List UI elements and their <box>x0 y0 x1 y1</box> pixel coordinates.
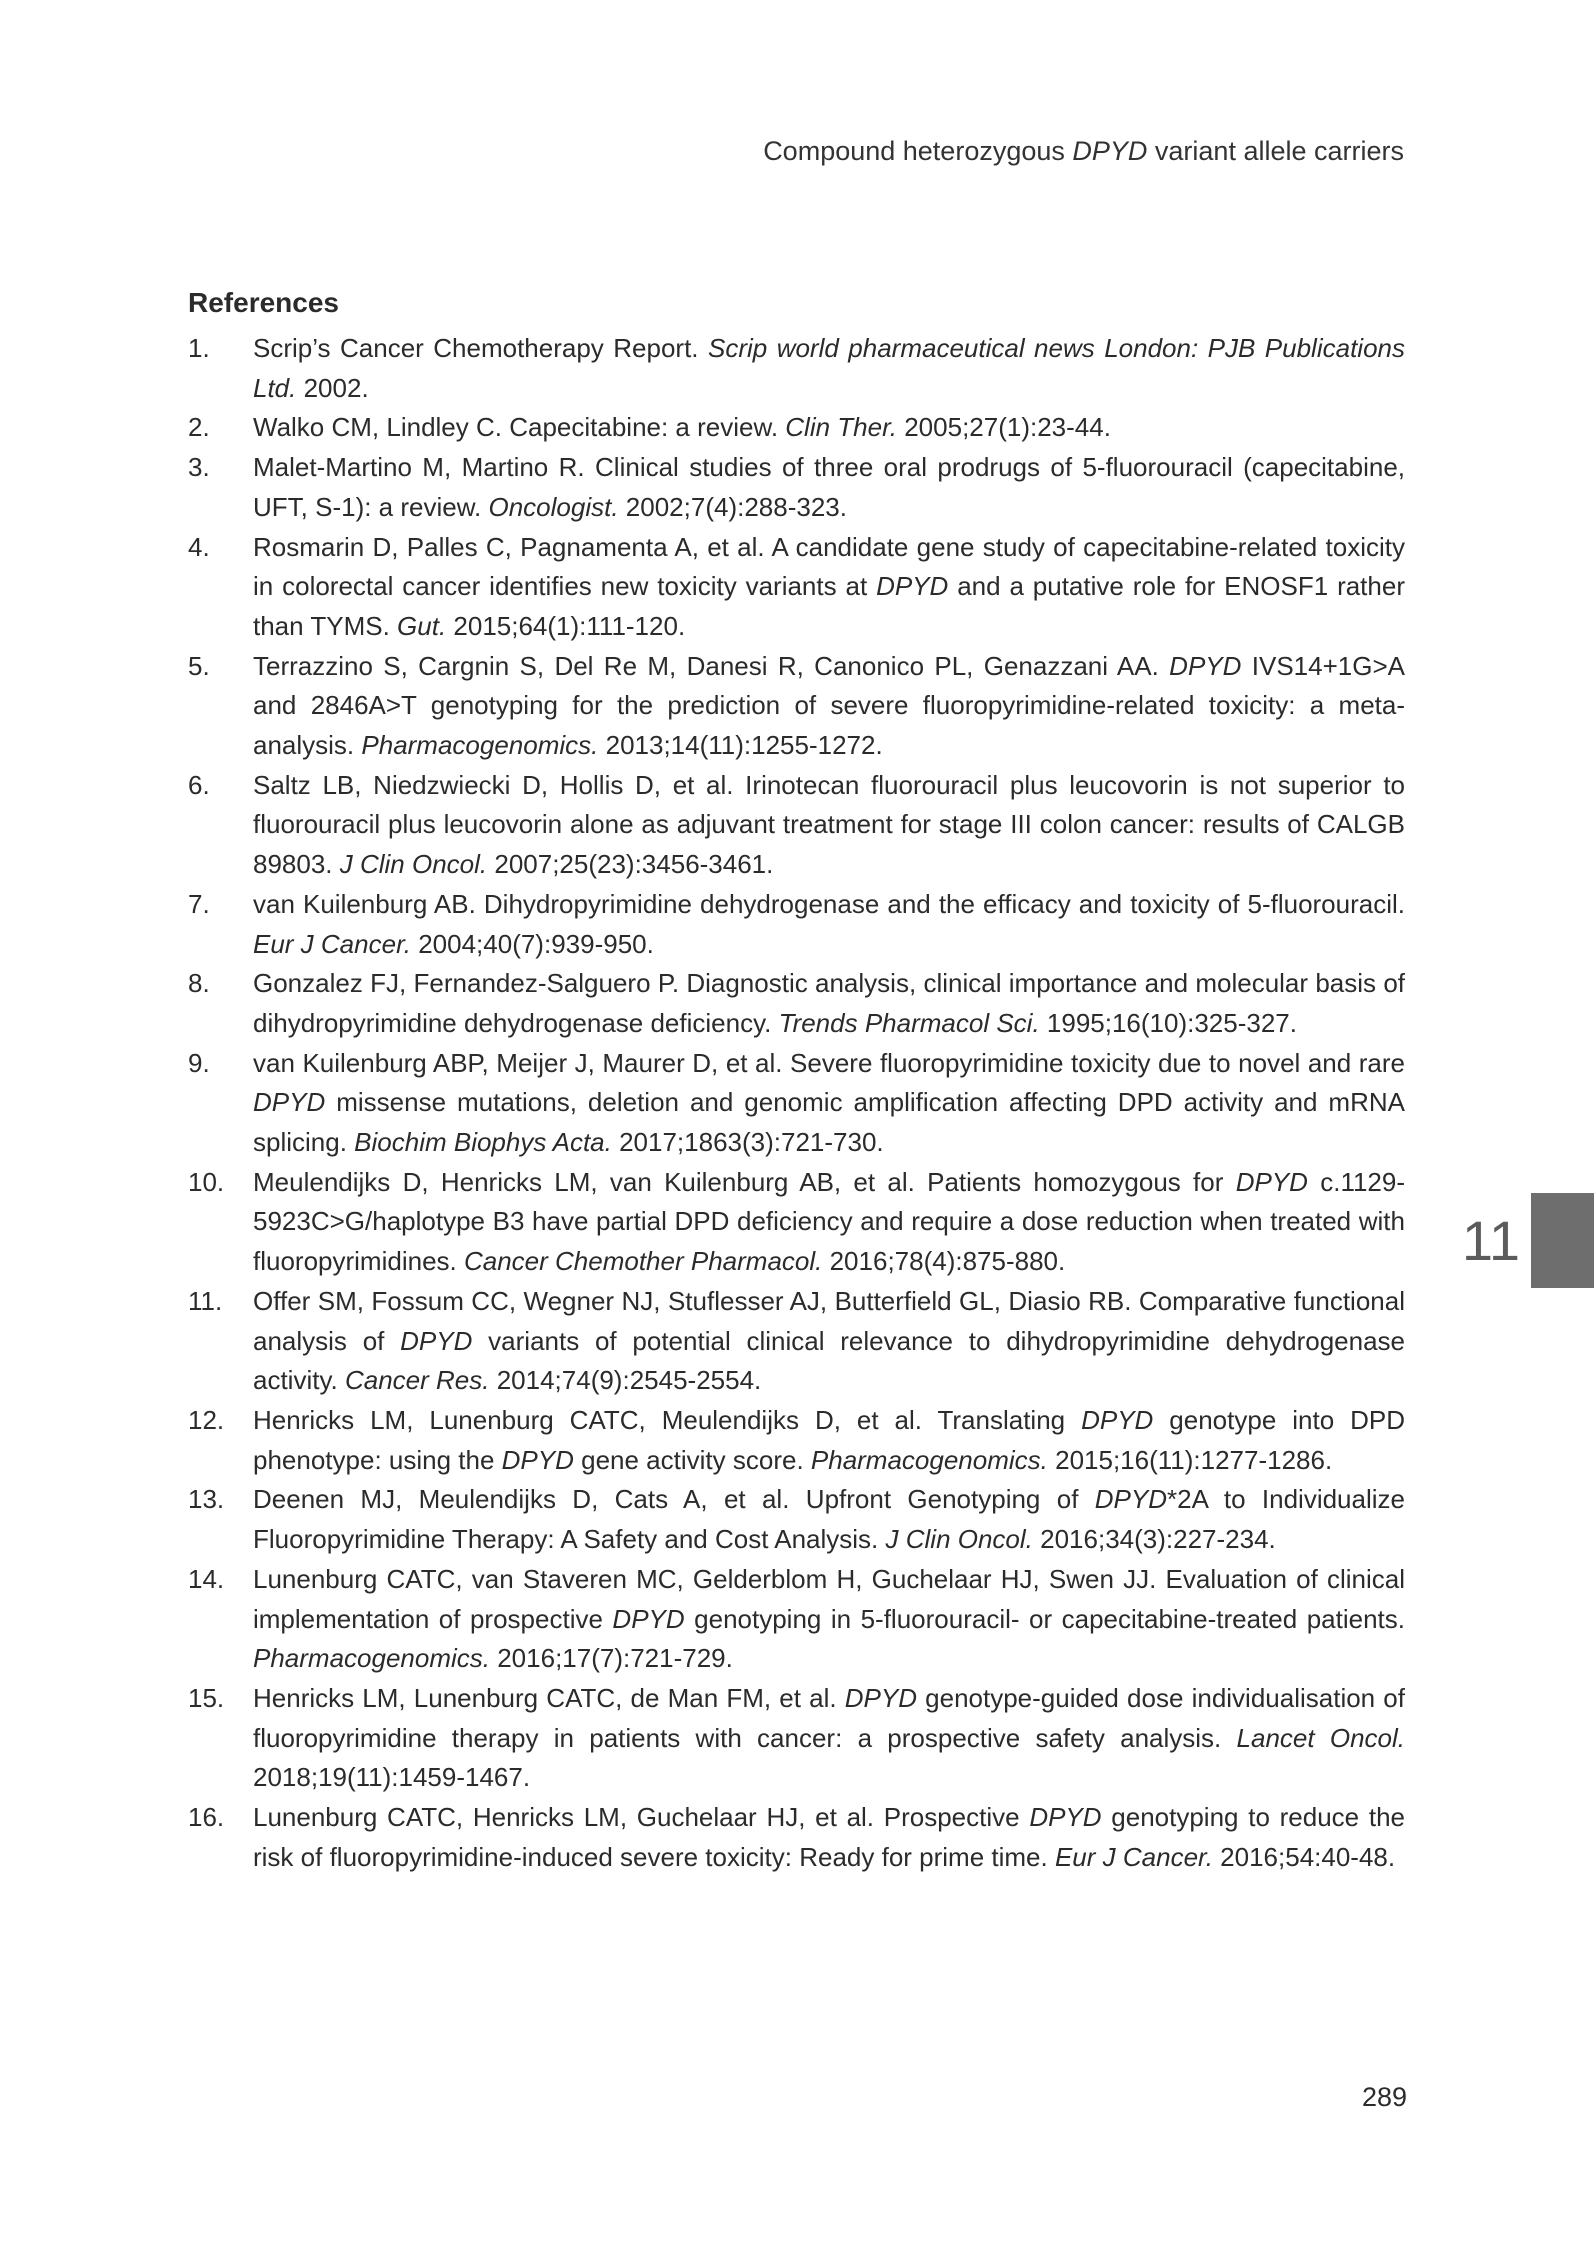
reference-segment: 2004;40(7):939-950. <box>410 928 654 959</box>
reference-list <box>188 329 1405 1877</box>
running-header-gene: DPYD <box>1072 136 1148 166</box>
reference-segment: genotyping in 5-fluorouracil- or capecitabine-treated patients. <box>684 1603 1406 1634</box>
reference-italic-segment: Oncologist. <box>488 491 619 522</box>
reference-item <box>188 1560 1405 1679</box>
reference-segment: van Kuilenburg AB. Dihydropyrimidine dehydrogenase and the efficacy and toxicity of 5-fluorouracil. <box>253 888 1405 919</box>
reference-italic-segment: DPYD <box>1094 1484 1168 1515</box>
reference-segment: 2015;64(1):111-120. <box>446 610 686 641</box>
reference-italic-segment: Cancer Res. <box>344 1365 490 1396</box>
reference-text <box>253 1480 1405 1559</box>
reference-italic-segment: Lancet Oncol. <box>1236 1722 1405 1753</box>
reference-italic-segment: DPYD <box>844 1682 917 1713</box>
reference-item <box>188 647 1405 766</box>
reference-text <box>253 1401 1405 1480</box>
reference-text <box>253 766 1405 885</box>
reference-segment: Meulendijks D, Henricks LM, van Kuilenburg AB, et al. Patients homozygous for <box>253 1166 1236 1197</box>
reference-segment: gene activity score. <box>573 1444 811 1475</box>
reference-segment: c.1129-5923C>G/haplotype B3 have partial DPD deficiency and require a dose reduction when treated with fluoropyrimidines. <box>253 1166 1406 1277</box>
reference-text <box>253 1282 1405 1401</box>
reference-italic-segment: Pharmacogenomics. <box>253 1643 490 1674</box>
reference-text <box>253 448 1405 527</box>
reference-text <box>253 408 1405 448</box>
reference-segment: *2A to Individualize Fluoropyrimidine Therapy: A Safety and Cost Analysis. <box>253 1484 1405 1555</box>
section-title: References <box>188 287 339 318</box>
reference-text <box>253 1044 1405 1163</box>
reference-italic-segment: Pharmacogenomics. <box>810 1444 1048 1475</box>
reference-segment: Henricks LM, Lunenburg CATC, de Man FM, et al. <box>253 1682 845 1713</box>
reference-number: 8. <box>188 968 210 999</box>
reference-number: 15. <box>188 1682 225 1713</box>
reference-italic-segment: DPYD <box>400 1325 473 1356</box>
reference-italic-segment: DPYD <box>612 1603 685 1634</box>
reference-item <box>188 448 1405 527</box>
reference-number: 12. <box>188 1404 225 1435</box>
reference-number: 1. <box>188 333 210 363</box>
reference-segment: 2002. <box>296 372 369 403</box>
reference-segment: 2007;25(23):3456-3461. <box>487 849 774 880</box>
reference-number: 6. <box>188 769 210 800</box>
reference-segment: Walko CM, Lindley C. Capecitabine: a review. <box>253 412 786 443</box>
reference-text <box>253 647 1405 766</box>
reference-segment: 2015;16(11):1277-1286. <box>1047 1444 1333 1475</box>
reference-segment: variants of potential clinical relevance to dihydropyrimidine dehydrogenase activity. <box>253 1325 1405 1396</box>
reference-segment: IVS14+1G>A and 2846A>T genotyping for the prediction of severe fluoropyrimidine-related toxicity: a meta-analysis. <box>253 650 1405 761</box>
running-header-suffix: variant allele carriers <box>1147 136 1404 166</box>
chapter-number: 11 <box>1461 1209 1520 1272</box>
running-header <box>763 136 1404 167</box>
page-number: 289 <box>1361 2082 1407 2112</box>
reference-number: 16. <box>188 1802 225 1833</box>
reference-segment: 2002;7(4):288-323. <box>618 491 847 522</box>
reference-italic-segment: DPYD <box>1029 1802 1102 1833</box>
reference-segment: 2016;34(3):227-234. <box>1032 1524 1276 1555</box>
reference-segment: genotype-guided dose individualisation of fluoropyrimidine therapy in patients with cancer: a prospective safety analysis. <box>253 1682 1405 1753</box>
reference-item <box>188 1480 1405 1559</box>
reference-segment: 2005;27(1):23-44. <box>897 412 1111 443</box>
reference-number: 14. <box>188 1563 225 1594</box>
reference-segment: van Kuilenburg ABP, Meijer J, Maurer D, et al. Severe fluoropyrimidine toxicity due to novel and rare <box>253 1047 1405 1078</box>
reference-text <box>253 1163 1405 1282</box>
reference-item <box>188 408 1405 448</box>
reference-italic-segment: DPYD <box>1235 1166 1308 1197</box>
reference-italic-segment: DPYD <box>501 1444 574 1475</box>
reference-segment: 2013;14(11):1255-1272. <box>598 730 883 761</box>
reference-segment: Gonzalez FJ, Fernandez-Salguero P. Diagnostic analysis, clinical importance and molecular basis of dihydropyrimidine dehydrogenase deficiency. <box>253 968 1405 1038</box>
reference-segment: 2018;19(11):1459-1467. <box>253 1762 531 1793</box>
reference-segment: Malet-Martino M, Martino R. Clinical studies of three oral prodrugs of 5-fluorouracil (capecitabine, UFT, S-1): a review. <box>253 452 1405 522</box>
reference-segment: Lunenburg CATC, Henricks LM, Guchelaar HJ, et al. Prospective <box>253 1802 1030 1833</box>
reference-number: 2. <box>188 412 210 443</box>
reference-italic-segment: DPYD <box>876 571 949 602</box>
reference-text <box>253 964 1405 1043</box>
reference-segment: and a putative role for ENOSF1 rather than TYMS. <box>253 571 1405 641</box>
reference-item <box>188 766 1405 885</box>
reference-italic-segment: Clin Ther. <box>785 412 897 443</box>
reference-italic-segment: Eur J Cancer. <box>253 928 411 959</box>
reference-italic-segment: DPYD <box>253 1087 326 1118</box>
reference-segment: 2017;1863(3):721-730. <box>611 1127 884 1158</box>
reference-segment: 2016;17(7):721-729. <box>490 1643 733 1674</box>
reference-number: 13. <box>188 1484 225 1515</box>
chapter-tab-marker <box>1531 1193 1594 1288</box>
reference-item <box>188 1798 1405 1877</box>
reference-segment: genotype into DPD phenotype: using the <box>253 1404 1406 1475</box>
reference-segment: genotyping to reduce the risk of fluoropyrimidine-induced severe toxicity: Ready for prime time. <box>253 1802 1405 1872</box>
reference-italic-segment: DPYD <box>1081 1404 1154 1435</box>
reference-italic-segment: Eur J Cancer. <box>1054 1841 1213 1872</box>
reference-segment: 1995;16(10):325-327. <box>1039 1007 1297 1038</box>
reference-segment: 2016;54:40-48. <box>1212 1841 1396 1872</box>
running-header-prefix: Compound heterozygous <box>763 136 1073 166</box>
reference-item <box>188 1163 1405 1282</box>
reference-text <box>253 1560 1405 1679</box>
reference-number: 10. <box>188 1166 225 1197</box>
reference-italic-segment: J Clin Oncol. <box>339 849 488 880</box>
reference-text <box>253 885 1405 964</box>
reference-segment: Saltz LB, Niedzwiecki D, Hollis D, et al. Irinotecan fluorouracil plus leucovorin is not superior to fluorouracil plus leucovorin alone as adjuvant treatment for stage III colon cancer: results of CALGB 89803. <box>253 769 1405 880</box>
reference-segment: 2016;78(4):875-880. <box>822 1246 1066 1277</box>
reference-segment: missense mutations, deletion and genomic amplification affecting DPD activity and mRNA splicing. <box>253 1087 1405 1158</box>
reference-number: 7. <box>188 888 210 919</box>
reference-italic-segment: J Clin Oncol. <box>885 1524 1033 1555</box>
reference-segment: Deenen MJ, Meulendijks D, Cats A, et al. Upfront Genotyping of <box>253 1484 1095 1515</box>
reference-italic-segment: DPYD <box>1169 650 1242 681</box>
reference-text <box>253 329 1405 408</box>
reference-item <box>188 885 1405 964</box>
reference-segment: Terrazzino S, Cargnin S, Del Re M, Danesi R, Canonico PL, Genazzani AA. <box>253 650 1170 681</box>
reference-number: 4. <box>188 531 210 562</box>
reference-number: 11. <box>188 1285 223 1316</box>
reference-item <box>188 1044 1405 1163</box>
reference-segment: Scrip’s Cancer Chemotherapy Report. <box>253 333 708 363</box>
reference-segment: Lunenburg CATC, van Staveren MC, Gelderblom H, Guchelaar HJ, Swen JJ. Evaluation of clinical implementation of prospective <box>253 1563 1405 1634</box>
reference-number: 5. <box>188 650 210 681</box>
reference-segment: Henricks LM, Lunenburg CATC, Meulendijks D, et al. Translating <box>253 1404 1082 1435</box>
reference-italic-segment: Gut. <box>397 610 447 641</box>
reference-text <box>253 528 1405 647</box>
reference-text <box>253 1679 1405 1798</box>
reference-italic-segment: Scrip world pharmaceutical news London: PJB Publications Ltd. <box>253 333 1405 403</box>
reference-item <box>188 1282 1405 1401</box>
reference-text <box>253 1798 1405 1877</box>
reference-item <box>188 1679 1405 1798</box>
reference-number: 9. <box>188 1047 210 1078</box>
reference-segment: Offer SM, Fossum CC, Wegner NJ, Stuflesser AJ, Butterfield GL, Diasio RB. Comparative functional analysis of <box>253 1285 1405 1356</box>
reference-italic-segment: Biochim Biophys Acta. <box>354 1127 612 1158</box>
reference-number: 3. <box>188 452 210 483</box>
reference-item <box>188 528 1405 647</box>
reference-italic-segment: Pharmacogenomics. <box>361 730 599 761</box>
reference-item <box>188 964 1405 1043</box>
reference-segment: Rosmarin D, Palles C, Pagnamenta A, et al. A candidate gene study of capecitabine-related toxicity in colorectal cancer identifies new toxicity variants at <box>253 531 1405 602</box>
reference-item <box>188 1401 1405 1480</box>
reference-italic-segment: Trends Pharmacol Sci. <box>778 1007 1040 1038</box>
reference-item <box>188 329 1405 408</box>
reference-italic-segment: Cancer Chemother Pharmacol. <box>463 1246 823 1277</box>
reference-segment: 2014;74(9):2545-2554. <box>489 1365 762 1396</box>
